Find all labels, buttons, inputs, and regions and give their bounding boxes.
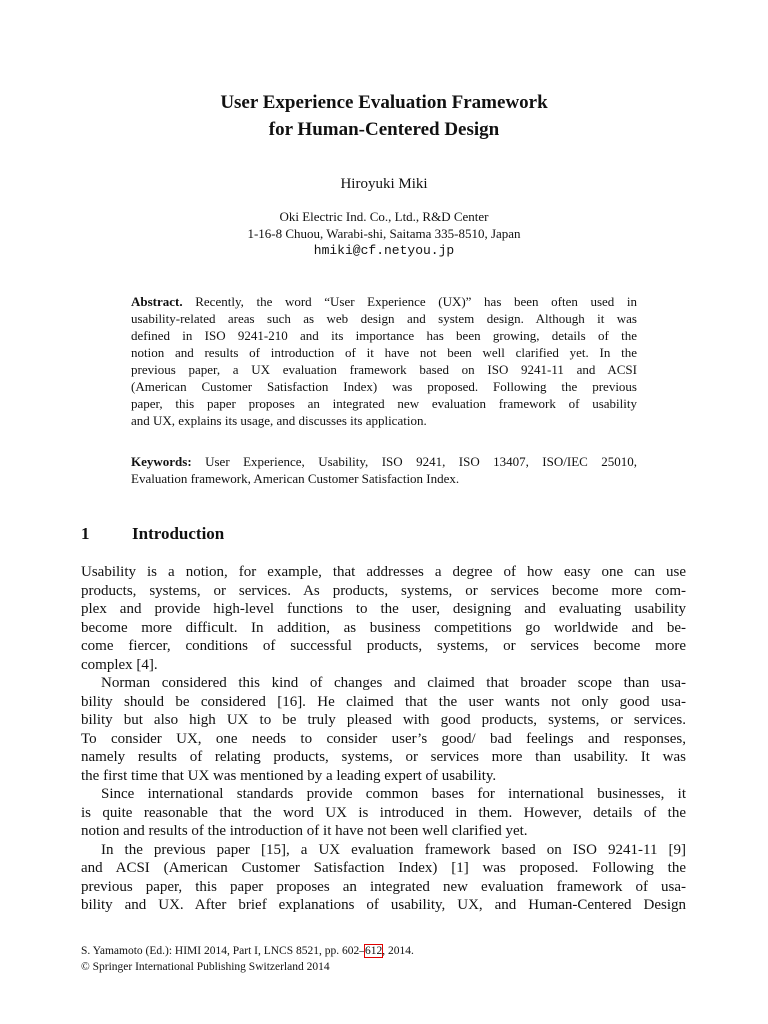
body-line: is quite reasonable that the word UX is introduced in them. However, details of the — [81, 804, 686, 821]
body-line: Norman considered this kind of changes and claimed that broader scope than usa- — [101, 675, 686, 691]
abstract — [131, 293, 637, 429]
abstract-line: usability-related areas such as web design and system design. Although it was — [131, 311, 637, 326]
citation-line — [81, 943, 414, 959]
affiliation-org: Oki Electric Ind. Co., Ltd., R&D Center — [279, 209, 489, 224]
paper-title-line-1: User Experience Evaluation Framework — [220, 92, 548, 113]
keywords — [131, 453, 637, 487]
author-name: Hiroyuki Miki — [340, 176, 428, 192]
body-line: In the previous paper [15], a UX evaluation framework based on ISO 9241-11 [9] — [101, 841, 686, 858]
abstract-line: notion and results of introduction of it have not been well clarified yet. In the — [131, 345, 637, 360]
body-line: Since international standards provide common bases for international businesses, it — [101, 786, 686, 802]
body-line: bility and UX. After brief explanations of usability, UX, and Human-Centered Design — [81, 897, 686, 913]
citation-prefix: S. Yamamoto (Ed.): HIMI 2014, Part I, LNCS 8521, pp. 602– — [81, 945, 365, 957]
abstract-line: (American Customer Satisfaction Index) was proposed. Following the previous — [131, 379, 637, 394]
body-line: and ACSI (American Customer Satisfaction Index) [1] was proposed. Following the — [81, 860, 686, 876]
body-line: become more difficult. In addition, as business competitions go worldwide and be- — [81, 619, 686, 636]
abstract-line — [131, 293, 637, 310]
abstract-line: paper, this paper proposes an integrated new evaluation framework of usability — [131, 396, 637, 411]
body-line: complex [4]. — [81, 656, 158, 673]
body-line: bility but also high UX to be truly pleased with good products, systems, or services. — [81, 712, 686, 728]
keywords-line — [131, 453, 637, 470]
body-line: notion and results of the introduction of it have not been well clarified yet. — [81, 823, 528, 839]
paper-title — [0, 89, 768, 143]
body-line: come fiercer, conditions of successful products, systems, or services become more — [81, 638, 686, 654]
body-line: To consider UX, one needs to consider user’s good/ bad feelings and responses, — [81, 730, 686, 747]
footer — [81, 943, 414, 975]
affiliation — [0, 208, 768, 259]
body-line: products, systems, or services. As products, systems, or services become more com- — [81, 582, 686, 599]
author-email[interactable]: hmiki@cf.netyou.jp — [313, 243, 455, 258]
page-link[interactable]: 612 — [365, 945, 383, 957]
section-number: 1 — [81, 524, 90, 543]
keywords-label: Keywords: — [131, 454, 192, 469]
abstract-line: defined in ISO 9241-210 and its importance has been growing, details of the — [131, 328, 637, 343]
section-heading — [81, 522, 224, 546]
body-line: namely results of relating products, systems, or services more than usability. It was — [81, 749, 686, 765]
body-line: bility should be considered [16]. He claimed that the user wants not only good usa- — [81, 693, 686, 710]
keywords-line-text: User Experience, Usability, ISO 9241, ISO 13407, ISO/IEC 25010, — [191, 454, 637, 469]
body-line: the first time that UX was mentioned by a leading expert of usability. — [81, 767, 497, 784]
body-line: previous paper, this paper proposes an integrated new evaluation framework of usa- — [81, 878, 686, 895]
copyright-line: © Springer International Publishing Switzerland 2014 — [81, 961, 330, 973]
keywords-line: Evaluation framework, American Customer Satisfaction Index. — [131, 471, 460, 486]
abstract-label: Abstract. — [131, 294, 183, 309]
section-title: Introduction — [132, 524, 225, 543]
body-text — [81, 563, 686, 915]
abstract-line-text: Recently, the word “User Experience (UX)” has been often used in — [182, 294, 637, 309]
body-line: Usability is a notion, for example, that addresses a degree of how easy one can use — [81, 564, 686, 580]
citation-suffix: , 2014. — [382, 945, 414, 957]
abstract-line: and UX, explains its usage, and discusses its application. — [131, 413, 427, 428]
paper-title-line-2: for Human-Centered Design — [268, 119, 500, 140]
affiliation-address: 1-16-8 Chuou, Warabi-shi, Saitama 335-8510, Japan — [247, 226, 521, 241]
abstract-line: previous paper, a UX evaluation framework based on ISO 9241-11 and ACSI — [131, 362, 637, 377]
body-line: plex and provide high-level functions to the user, designing and evaluating usability — [81, 601, 686, 617]
